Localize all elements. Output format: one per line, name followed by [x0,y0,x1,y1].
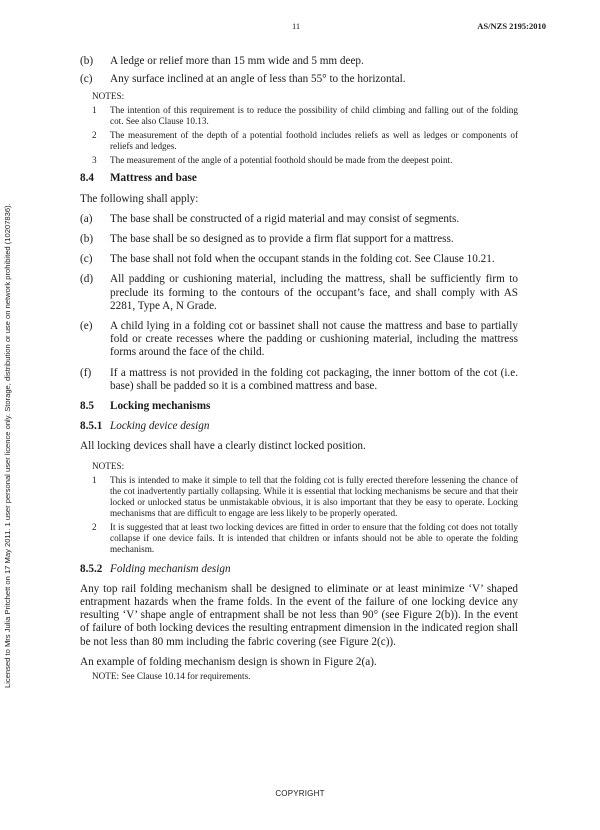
section-number: 8.4 [80,172,94,185]
subsection-number: 8.5.1 [80,420,103,433]
note-number: 1 [92,105,97,116]
subsection-number: 8.5.2 [80,562,103,575]
item-text: All padding or cushioning material, including the mattress, shall be sufficiently firm to preclude its forming to the contours of the occupant’s face, and shall comply with AS 2281, Type A, N Grade. [110,273,518,312]
list-item [80,320,518,360]
note-item [80,105,518,127]
list-item [80,367,518,393]
item-text: Any surface inclined at an angle of less than 55° to the horizontal. [110,73,406,86]
note-number: 1 [92,474,97,485]
list-item [80,55,518,68]
licence-watermark: Licensed to Mrs Julia Pritchett on 17 May 2011. 1 user personal user licence only. Storage, distribution or use on network prohibited (10207836). [3,203,12,688]
item-text: A child lying in a folding cot or bassinet shall not cause the mattress and base to partially fold or create recesses where the padding or cushioning material, including the mattress forms around the face of the child. [110,320,518,359]
paragraph: All locking devices shall have a clearly distinct locked position. [80,440,366,453]
item-label: (c) [80,73,93,86]
item-label: (b) [80,55,94,67]
section-title: Locking mechanisms [110,400,211,413]
list-item [80,213,518,226]
note-item [80,155,518,166]
list-item [80,233,518,246]
copyright-footer: COPYRIGHT [275,789,325,798]
item-label: (f) [80,366,92,379]
note-number: 2 [92,130,97,141]
item-text: A ledge or relief more than 15 mm wide and 5 mm deep. [110,55,364,67]
subsection-heading-8-5-2 [80,563,518,576]
subsection-title: Folding mechanism design [110,562,231,575]
item-text: If a mattress is not provided in the folding cot packaging, the inner bottom of the cot (i.e. base) shall be padded so it is a combined mattress and base. [110,366,518,392]
item-text: The base shall be constructed of a rigid material and may consist of segments. [110,212,460,225]
note-text: The measurement of the angle of a potential foothold should be made from the deepest point. [110,155,453,166]
item-text: The base shall not fold when the occupant stands in the folding cot. See Clause 10.21. [110,253,495,266]
standard-identifier: AS/NZS 2195:2010 [477,21,546,31]
subsection-title: Locking device design [110,420,210,433]
paragraph: Any top rail folding mechanism shall be designed to eliminate or at least minimize ‘V’ shaped entrapment hazards when the frame folds. In the event of the failure of one locking device any resulting ‘V’ shape angle of entrapment shall be not less than 90° (see Figure 2(b)). In the event of failure of both locking devices the resulting entrapment dimension in the indicated region shall be not less than 80 mm including the fabric covering (see Figure 2(c)). [80,582,518,648]
note-text: The measurement of the depth of a potential foothold includes reliefs as well as ledges or components of reliefs and ledges. [110,130,518,152]
item-label: (d) [80,273,94,286]
note-number: 3 [92,155,97,166]
note-text: This is intended to make it simple to tell that the folding cot is fully erected therefore lessening the chance of the cot inadvertently partially collapsing. While it is essential that locking mechanisms be secure and that their locked or unlocked status be unmistakable obvious, it is also important that they be easy to operate. Locking mechanisms that are difficult to engage are less likely to be properly operated. [110,474,518,518]
page-number: 11 [292,21,301,31]
document-body [80,55,518,682]
section-heading-8-4 [80,172,518,185]
note-number: 2 [92,521,97,532]
note-item [80,130,518,152]
note-text: It is suggested that at least two locking devices are fitted in order to ensure that the folding cot does not totally collapse if one device fails. It is intended that children or infants should not be able to operate the folding mechanism. [110,521,518,554]
item-label: (e) [80,320,93,333]
section-heading-8-5 [80,400,518,413]
list-item [80,73,518,86]
item-label: (a) [80,212,93,225]
notes-heading: NOTES: [92,460,125,471]
list-item [80,253,518,266]
notes-heading: NOTES: [92,91,125,102]
section-intro: The following shall apply: [80,192,199,205]
section-number: 8.5 [80,400,94,413]
list-item [80,273,518,313]
section-title: Mattress and base [110,172,197,185]
item-label: (b) [80,233,94,246]
paragraph: An example of folding mechanism design is shown in Figure 2(a). [80,655,377,668]
note-text: NOTE: See Clause 10.14 for requirements. [92,671,251,682]
note-text: The intention of this requirement is to reduce the possibility of child climbing and falling out of the folding cot. See also Clause 10.13. [110,105,518,127]
item-text: The base shall be so designed as to provide a firm flat support for a mattress. [110,233,454,246]
note-item [80,475,518,519]
item-label: (c) [80,253,93,266]
subsection-heading-8-5-1 [80,420,518,433]
note-item [80,522,518,555]
